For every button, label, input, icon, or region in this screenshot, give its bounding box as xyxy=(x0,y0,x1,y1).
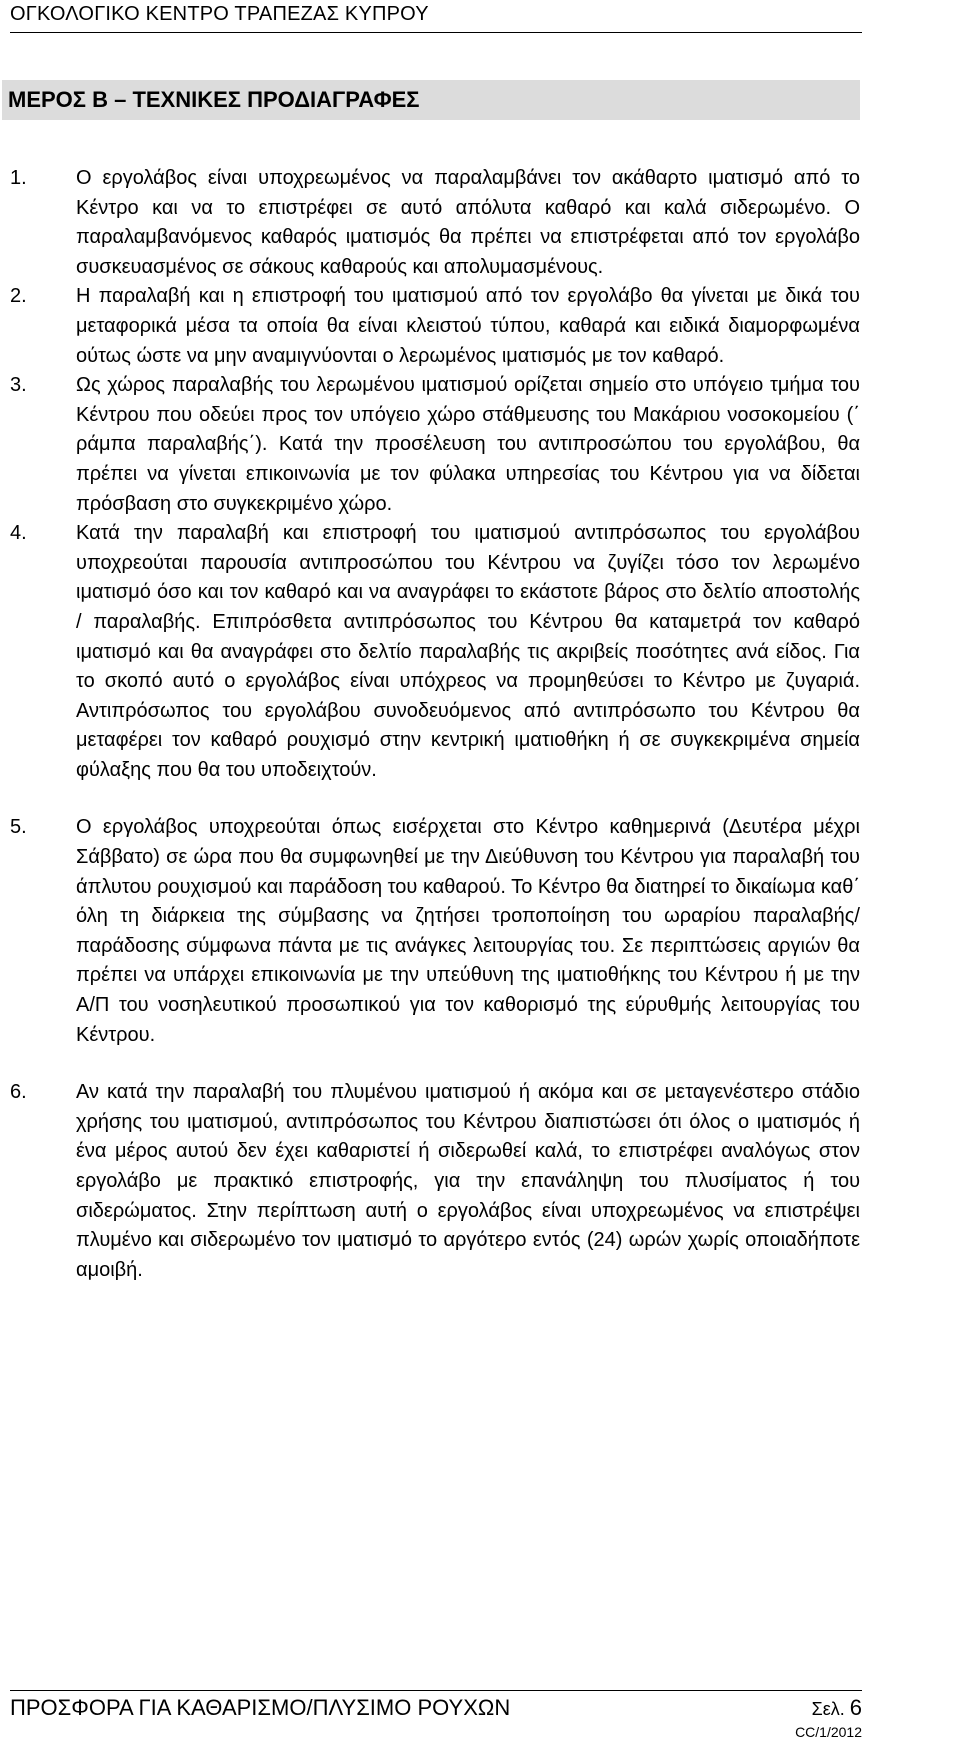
list-item xyxy=(10,282,860,371)
list-item xyxy=(10,519,860,785)
header-text: ΟΓΚΟΛΟΓΙΚΟ ΚΕΝΤΡΟ ΤΡΑΠΕΖΑΣ ΚΥΠΡΟΥ xyxy=(10,3,429,25)
list-item xyxy=(10,164,860,282)
item-text: Ο εργολάβος είναι υποχρεωμένος να παραλαμβάνει τον ακάθαρτο ιματισμό από το Κέντρο και να το επιστρέφει σε αυτό απόλυτα καθαρό και καλά σιδερωμένο. Ο παραλαμβανόμενος καθαρός ιματισμός θα πρέπει να επιστρέφεται από τον εργολάβο συσκευασμένος σε σάκους καθαρούς και απολυμασμένους. xyxy=(76,167,860,278)
item-number: 2. xyxy=(10,285,27,308)
spacer xyxy=(10,785,860,813)
page-number: 6 xyxy=(849,1695,862,1720)
page-label: Σελ. xyxy=(811,1699,845,1719)
section-title xyxy=(2,80,860,120)
item-number: 3. xyxy=(10,374,27,397)
page-footer xyxy=(10,1690,862,1721)
item-number: 1. xyxy=(10,167,27,189)
page-indicator xyxy=(812,1695,862,1721)
list-item xyxy=(10,371,860,519)
item-text: Η παραλαβή και η επιστροφή του ιματισμού από τον εργολάβο θα γίνεται με δικά του μεταφορικά μέσα τα οποία θα είναι κλειστού τύπου, καθαρά και ειδικά διαμορφωμένα ούτως ώστε να μην αναμιγνύονται ο λερωμένος ιματισμός με τον καθαρό. xyxy=(76,285,860,367)
document-body xyxy=(10,164,860,1285)
list-item xyxy=(10,1078,860,1285)
list-item xyxy=(10,813,860,1050)
item-text: Ο εργολάβος υποχρεούται όπως εισέρχεται στο Κέντρο καθημερινά (Δευτέρα μέχρι Σάββατο) σε ώρα που θα συμφωνηθεί με την Διεύθυνση του Κέντρου για παραλαβή του άπλυτου ρουχισμού και παράδοση του καθαρού. Το Κέντρο θα διατηρεί το δικαίωμα καθ΄ όλη τη διάρκεια της σύμβασης να ζητήσει τροποποίηση του ωραρίου παραλαβής/ παράδοσης σύμφωνα πάντα με τις ανάγκες λειτουργίας του. Σε περιπτώσεις αργιών θα πρέπει να υπάρχει επικοινωνία με την υπεύθυνη της ιματιοθήκης του Κέντρου ή με την Α/Π του νοσηλευτικού προσωπικού για τον καθορισμό της εύρυθμής λειτουργίας του Κέντρου. xyxy=(76,816,860,1046)
document-reference: CC/1/2012 xyxy=(795,1724,862,1740)
item-number: 6. xyxy=(10,1081,27,1104)
item-number: 5. xyxy=(10,816,27,839)
footer-title: ΠΡΟΣΦΟΡΑ ΓΙΑ ΚΑΘΑΡΙΣΜΟ/ΠΛΥΣΙΜΟ ΡΟΥΧΩΝ xyxy=(10,1695,511,1720)
spacer xyxy=(10,1050,860,1078)
item-text: Αν κατά την παραλαβή του πλυμένου ιματισμού ή ακόμα και σε μεταγενέστερο στάδιο χρήσης του ιματισμού, αντιπρόσωπος του Κέντρου διαπιστώσει ότι όλος ο ιματισμός ή ένα μέρος αυτού δεν έχει καθαριστεί ή σιδερωθεί καλά, το επιστρέφει αναλόγως στον εργολάβο με πρακτικό επιστροφής, για την επανάληψη του πλυσίματος ή του σιδερώματος. Στην περίπτωση αυτή ο εργολάβος είναι υποχρεωμένος να επιστρέψει πλυμένο και σιδερωμένο τον ιματισμό το αργότερο εντός (24) ωρών χωρίς οποιαδήποτε αμοιβή. xyxy=(76,1081,860,1281)
section-title-text: ΜΕΡΟΣ Β – ΤΕΧΝΙΚΕΣ ΠΡΟΔΙΑΓΡΑΦΕΣ xyxy=(8,87,420,112)
item-number: 4. xyxy=(10,522,27,545)
item-text: Κατά την παραλαβή και επιστροφή του ιματισμού αντιπρόσωπος του εργολάβου υποχρεούται παρουσία αντιπροσώπου του Κέντρου να ζυγίζει τόσο τον λερωμένο ιματισμό όσο και τον καθαρό και να αναγράφει το εκάστοτε βάρος στο δελτίο αποστολής / παραλαβής. Επιπρόσθετα αντιπρόσωπος του Κέντρου θα καταμετρά τον καθαρό ιματισμό και θα αναγράφει στο δελτίο παραλαβής τις ακριβείς ποσότητες ανά είδος. Για το σκοπό αυτό ο εργολάβος είναι υπόχρεος να προμηθεύσει το Κέντρο με ζυγαριά. Αντιπρόσωπος του εργολάβου συνοδευόμενος από αντιπρόσωπο του Κέντρου θα μεταφέρει τον καθαρό ρουχισμό στην κεντρική ιματιοθήκη ή σε συγκεκριμένα σημεία φύλαξης που θα του υποδειχτούν. xyxy=(76,522,860,781)
page-header xyxy=(10,3,862,33)
item-text: Ως χώρος παραλαβής του λερωμένου ιματισμού ορίζεται σημείο στο υπόγειο τμήμα του Κέντρου που οδεύει προς τον υπόγειο χώρο στάθμευσης του Μακάριου νοσοκομείου (΄ ράμπα παραλαβής΄). Κατά την προσέλευση του αντιπροσώπου του εργολάβου, θα πρέπει να γίνεται επικοινωνία με τον φύλακα υπηρεσίας του Κέντρου για να δίδεται πρόσβαση στο συγκεκριμένο χώρο. xyxy=(76,374,860,515)
